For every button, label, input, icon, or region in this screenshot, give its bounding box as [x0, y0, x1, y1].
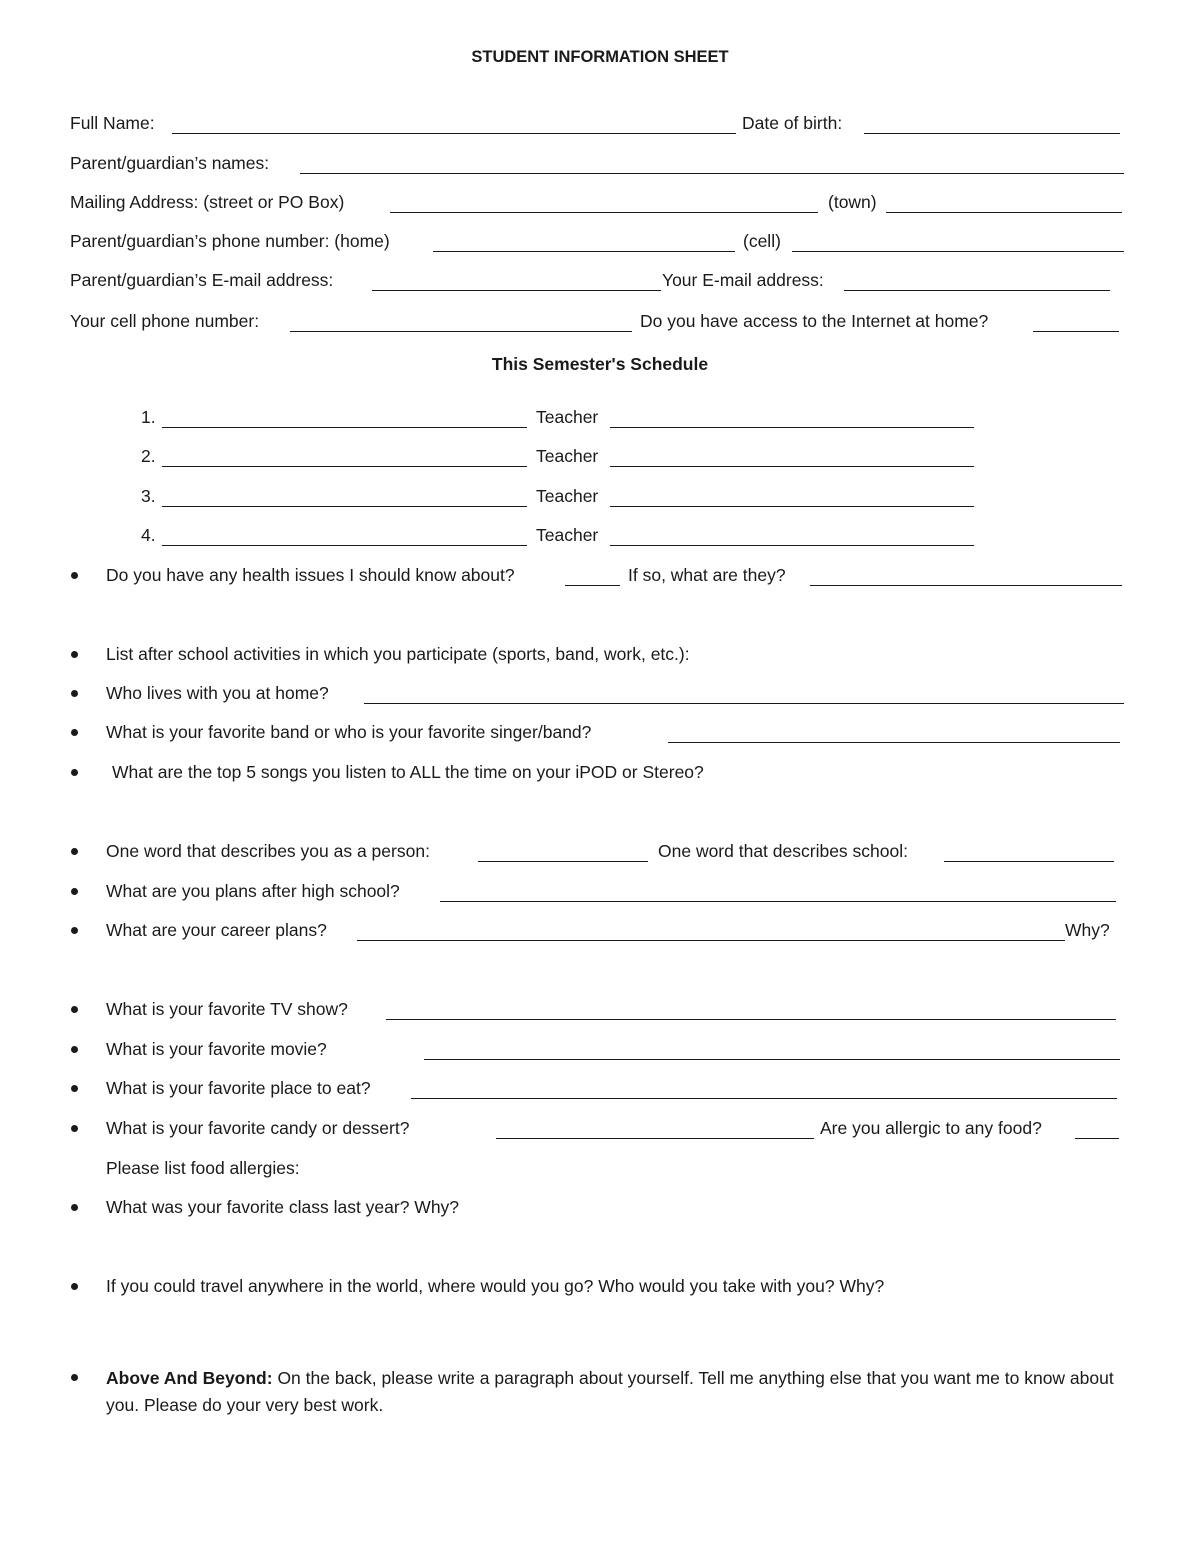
schedule-number: 4. [141, 525, 156, 545]
bullet-icon [71, 729, 78, 736]
town-field[interactable] [886, 212, 1122, 213]
class-field[interactable] [162, 506, 527, 507]
parent-phone-home-label: Parent/guardian’s phone number: (home) [70, 231, 390, 251]
plans-after-hs-question: What are you plans after high school? [106, 881, 400, 901]
place-to-eat-question: What is your favorite place to eat? [106, 1078, 371, 1098]
lives-with-field[interactable] [364, 703, 1124, 704]
bullet-icon [71, 1085, 78, 1092]
teacher-label: Teacher [536, 407, 599, 427]
your-cell-field[interactable] [290, 331, 632, 332]
allergic-question: Are you allergic to any food? [820, 1118, 1042, 1138]
health-answer-field[interactable] [565, 585, 620, 586]
favorite-class-question: What was your favorite class last year? Why? [106, 1197, 460, 1217]
bullet-icon [71, 848, 78, 855]
above-beyond-label: Above And Beyond: [106, 1368, 273, 1388]
cell-label: (cell) [743, 231, 781, 251]
plans-after-hs-field[interactable] [440, 901, 1116, 902]
career-plans-question: What are your career plans? [106, 920, 327, 940]
internet-access-label: Do you have access to the Internet at home? [640, 311, 989, 331]
bullet-icon [71, 1006, 78, 1013]
schedule-heading: This Semester's Schedule [491, 354, 709, 374]
tv-show-question: What is your favorite TV show? [106, 999, 348, 1019]
town-label: (town) [828, 192, 877, 212]
schedule-number: 2. [141, 446, 156, 466]
mailing-address-field[interactable] [390, 212, 818, 213]
bullet-icon [71, 1046, 78, 1053]
full-name-label: Full Name: [70, 113, 155, 133]
bullet-icon [71, 927, 78, 934]
page-title: STUDENT INFORMATION SHEET [471, 48, 729, 66]
parent-email-field[interactable] [372, 290, 661, 291]
word-person-field[interactable] [478, 861, 648, 862]
favorite-band-field[interactable] [668, 742, 1120, 743]
place-to-eat-field[interactable] [411, 1098, 1117, 1099]
movie-field[interactable] [424, 1059, 1120, 1060]
health-followup-label: If so, what are they? [628, 565, 786, 585]
bullet-icon [71, 769, 78, 776]
lives-with-question: Who lives with you at home? [106, 683, 329, 703]
bullet-icon [71, 1125, 78, 1132]
word-school-question: One word that describes school: [658, 841, 908, 861]
date-of-birth-field[interactable] [864, 133, 1120, 134]
internet-access-field[interactable] [1033, 331, 1119, 332]
movie-question: What is your favorite movie? [106, 1039, 327, 1059]
health-question: Do you have any health issues I should know about? [106, 565, 515, 585]
above-beyond-text: On the back, please write a paragraph about yourself. Tell me anything else that you want me to know about you. Please do your very best work. [106, 1368, 1114, 1415]
parent-email-label: Parent/guardian’s E-mail address: [70, 270, 334, 290]
teacher-label: Teacher [536, 525, 599, 545]
parent-phone-cell-field[interactable] [792, 251, 1124, 252]
why-label: Why? [1065, 920, 1110, 940]
above-beyond-paragraph [106, 1365, 1131, 1419]
career-plans-field[interactable] [357, 940, 1065, 941]
parent-names-field[interactable] [300, 173, 1124, 174]
class-field[interactable] [162, 466, 527, 467]
bullet-icon [71, 572, 78, 579]
bullet-icon [71, 1204, 78, 1211]
bullet-icon [71, 651, 78, 658]
teacher-field[interactable] [610, 466, 974, 467]
tv-show-field[interactable] [386, 1019, 1116, 1020]
class-field[interactable] [162, 545, 527, 546]
teacher-field[interactable] [610, 545, 974, 546]
parent-names-label: Parent/guardian’s names: [70, 153, 270, 173]
candy-field[interactable] [496, 1138, 814, 1139]
bullet-icon [71, 888, 78, 895]
bullet-icon [71, 1283, 78, 1290]
activities-question: List after school activities in which you participate (sports, band, work, etc.): [106, 644, 690, 664]
allergic-field[interactable] [1075, 1138, 1119, 1139]
travel-question: If you could travel anywhere in the world, where would you go? Who would you take with you? Why? [106, 1276, 885, 1296]
bullet-icon [71, 1374, 78, 1381]
full-name-field[interactable] [172, 133, 736, 134]
your-cell-label: Your cell phone number: [70, 311, 260, 331]
date-of-birth-label: Date of birth: [742, 113, 843, 133]
class-field[interactable] [162, 427, 527, 428]
schedule-number: 1. [141, 407, 156, 427]
top-songs-question: What are the top 5 songs you listen to ALL the time on your iPOD or Stereo? [112, 762, 704, 782]
candy-question: What is your favorite candy or dessert? [106, 1118, 410, 1138]
your-email-field[interactable] [844, 290, 1110, 291]
teacher-field[interactable] [610, 427, 974, 428]
teacher-field[interactable] [610, 506, 974, 507]
teacher-label: Teacher [536, 486, 599, 506]
schedule-number: 3. [141, 486, 156, 506]
food-allergies-label: Please list food allergies: [106, 1158, 300, 1178]
mailing-address-label: Mailing Address: (street or PO Box) [70, 192, 345, 212]
favorite-band-question: What is your favorite band or who is your favorite singer/band? [106, 722, 592, 742]
word-person-question: One word that describes you as a person: [106, 841, 430, 861]
health-followup-field[interactable] [810, 585, 1122, 586]
teacher-label: Teacher [536, 446, 599, 466]
your-email-label: Your E-mail address: [662, 270, 824, 290]
word-school-field[interactable] [944, 861, 1114, 862]
parent-phone-home-field[interactable] [433, 251, 735, 252]
bullet-icon [71, 690, 78, 697]
